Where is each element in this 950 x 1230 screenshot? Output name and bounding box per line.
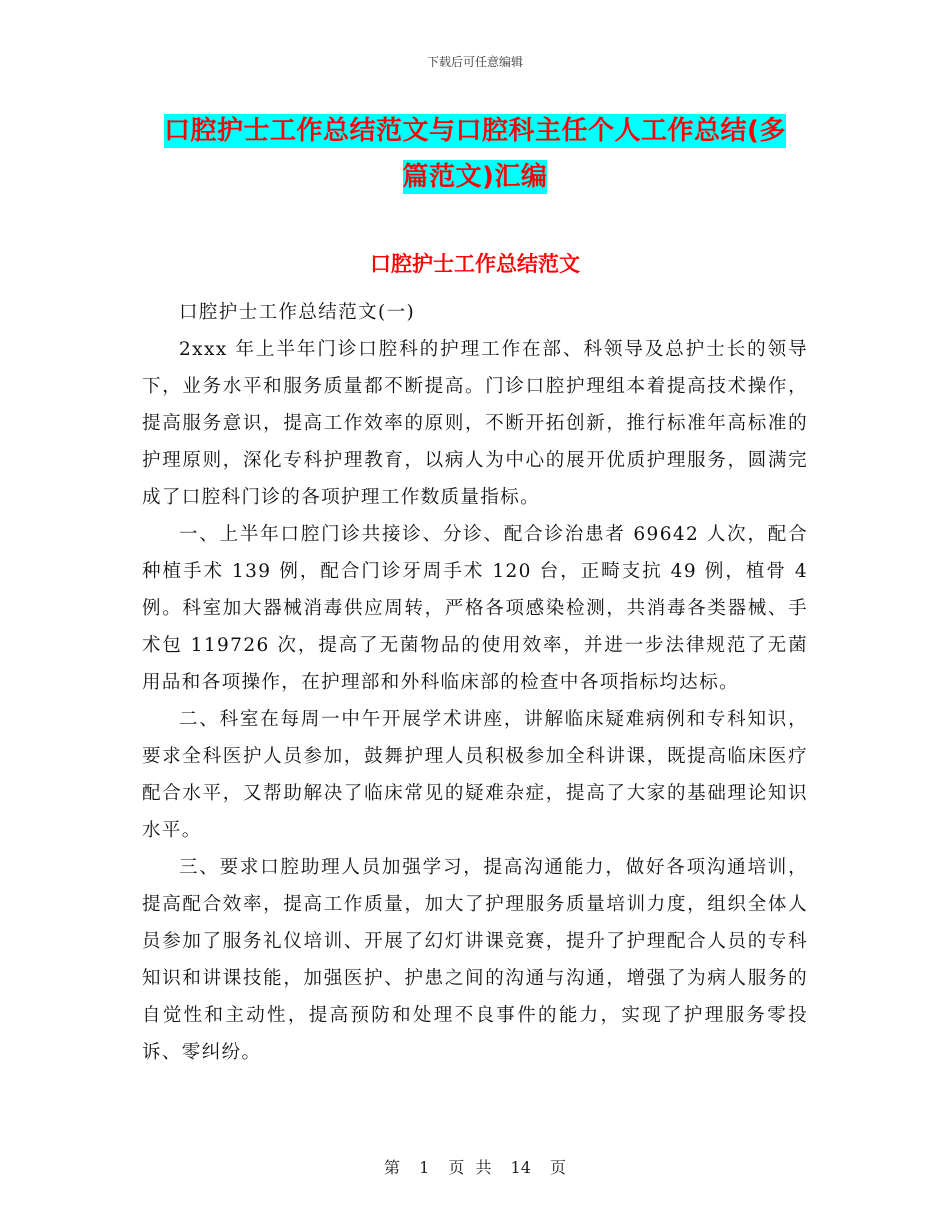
document-title-line-2: 篇范文)汇编 bbox=[402, 162, 548, 192]
footer-page-total: 14 bbox=[510, 1158, 531, 1177]
footer-page-prefix: 第 bbox=[383, 1158, 400, 1177]
body-text bbox=[142, 294, 808, 1071]
paragraph-item-3: 三、要求口腔助理人员加强学习，提高沟通能力，做好各项沟通培训，提高配合效率，提高工作质量，加大了护理服务质量培训力度，组织全体人员参加了服务礼仪培训、开展了幻灯讲课竞赛，提升了护理配合人员的专科知识和讲课技能，加强医护、护患之间的沟通与沟通，增强了为病人服务的自觉性和主动性，提高预防和处理不良事件的能力，实现了护理服务零投诉、零纠纷。 bbox=[142, 857, 808, 1063]
section-title: 口腔护士工作总结范文 bbox=[370, 252, 580, 276]
footer-page-suffix: 页 bbox=[550, 1158, 567, 1177]
page-footer bbox=[0, 1155, 950, 1178]
paragraph-subtitle: 口腔护士工作总结范文(一) bbox=[179, 302, 416, 323]
paragraph-item-1: 一、上半年口腔门诊共接诊、分诊、配合诊治患者 69642 人次，配合种植手术 139 例，配合门诊牙周手术 120 台，正畸支抗 49 例，植骨 4 例。科室加大器械消毒供应周转，严格各项感染检测，共消毒各类器械、手术包 119726 次，提高了无菌物品的使用效率，并进一步法律规范了无菌用品和各项操作，在护理部和外科临床部的检查中各项指标均达标。 bbox=[142, 524, 808, 693]
paragraph-item-2: 二、科室在每周一中午开展学术讲座，讲解临床疑难病例和专科知识，要求全科医护人员参加，鼓舞护理人员积极参加全科讲课，既提高临床医疗配合水平，又帮助解决了临床常见的疑难杂症，提高了大家的基础理论知识水平。 bbox=[142, 709, 808, 841]
document-title bbox=[140, 108, 810, 200]
footer-page-mid: 页 共 bbox=[448, 1158, 492, 1177]
document-title-line-1: 口腔护士工作总结范文与口腔科主任个人工作总结(多 bbox=[164, 116, 786, 146]
header-note: 下载后可任意编辑 bbox=[426, 55, 523, 69]
paragraph-intro: 2xxx 年上半年门诊口腔科的护理工作在部、科领导及总护士长的领导下，业务水平和服务质量都不断提高。门诊口腔护理组本着提高技术操作，提高服务意识，提高工作效率的原则，不断开拓创新，推行标准年高标准的护理原则，深化专科护理教育，以病人为中心的展开优质护理服务，圆满完成了口腔科门诊的各项护理工作数质量指标。 bbox=[142, 339, 808, 508]
footer-page-number: 1 bbox=[419, 1158, 430, 1177]
